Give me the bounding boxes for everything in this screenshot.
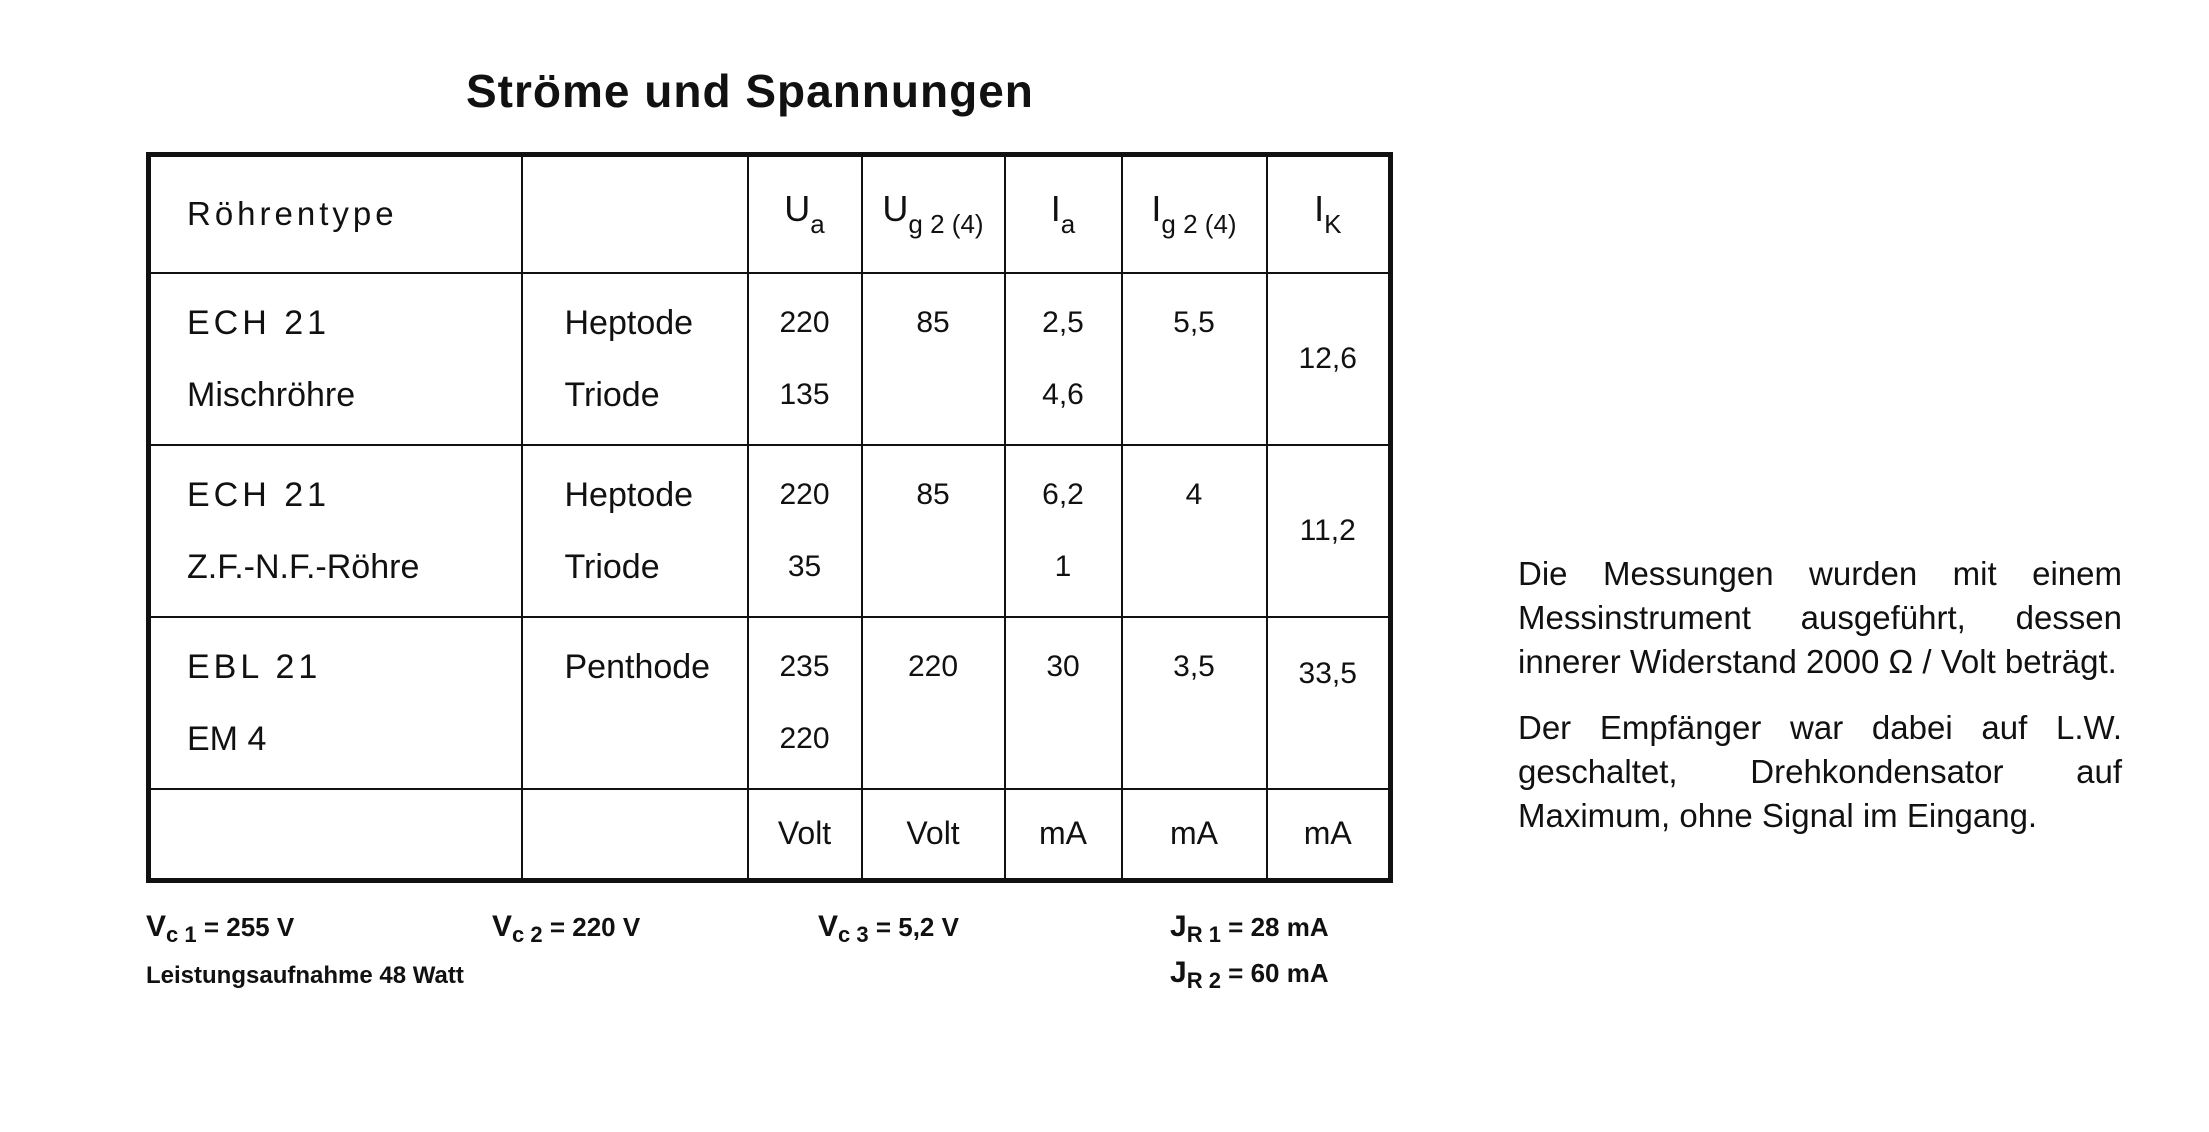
tube-system-cell: Heptode Triode [522,273,748,445]
ug-cell: 85 [862,445,1005,617]
jr2-value: $J_{R 2} = 60$ mA [1170,956,1329,993]
note-paragraph: Der Empfänger war dabei auf L.W. geschaltet, Drehkondensator auf Maximum, ohne Signal im Eingang. [1518,709,2122,834]
ia-cell: 2,5 4,6 [1005,273,1122,445]
tube-system-cell: Heptode Triode [522,445,748,617]
unit-ig: mA [1122,789,1267,881]
tube-name-cell: ECH 21 Mischröhre [149,273,522,445]
header-ik: $I_K$ [1267,155,1391,273]
header-ug: $U_{g 2 (4)}$ [862,155,1005,273]
ik-cell: 33,5 [1267,617,1391,789]
unit-blank [522,789,748,881]
ua-cell: 220 135 [748,273,862,445]
ik-cell: 12,6 [1267,273,1391,445]
jr1-value: $J_{R 1} = 28$ mA [1170,910,1329,947]
table-row-group-2 [149,445,1391,617]
unit-ia: mA [1005,789,1122,881]
ug-cell: 85 [862,273,1005,445]
ig-cell: 5,5 [1122,273,1267,445]
vc1-value: $V_{c 1} = 255$ V [146,910,295,947]
units-row [149,789,1391,881]
ik-cell: 11,2 [1267,445,1391,617]
header-row [149,155,1391,273]
table-row-group-1 [149,273,1391,445]
unit-ua: Volt [748,789,862,881]
ig-cell: 3,5 [1122,617,1267,789]
header-ig: $I_{g 2 (4)}$ [1122,155,1267,273]
header-tube-type: Röhrentype [149,155,522,273]
power-consumption: Leistungsaufnahme 48 Watt [146,962,464,989]
tube-system-cell: Penthode [522,617,748,789]
unit-ug: Volt [862,789,1005,881]
tube-name-cell: EBL 21 EM 4 [149,617,522,789]
unit-ik: mA [1267,789,1391,881]
ug-cell: 220 [862,617,1005,789]
ig-cell: 4 [1122,445,1267,617]
header-ia: $I_a$ [1005,155,1122,273]
ua-cell: 235 220 [748,617,862,789]
ia-cell: 6,2 1 [1005,445,1122,617]
vc3-value: $V_{c 3} = 5,2$ V [818,910,959,947]
tube-name-cell: ECH 21 Z.F.-N.F.-Röhre [149,445,522,617]
note-paragraph: Die Messungen wurden mit einem Messinstrument ausgeführt, dessen innerer Widerstand 2000 Ω / Volt beträgt. [1518,555,2122,680]
unit-blank [149,789,522,881]
ua-cell: 220 35 [748,445,862,617]
table-row-group-3 [149,617,1391,789]
header-ua: $U_a$ [748,155,862,273]
header-blank [522,155,748,273]
ia-cell: 30 [1005,617,1122,789]
measurement-notes [1518,552,2122,860]
currents-voltages-table [146,152,1393,883]
page-title: Ströme und Spannungen [466,65,1034,117]
vc2-value: $V_{c 2} = 220$ V [492,910,641,947]
